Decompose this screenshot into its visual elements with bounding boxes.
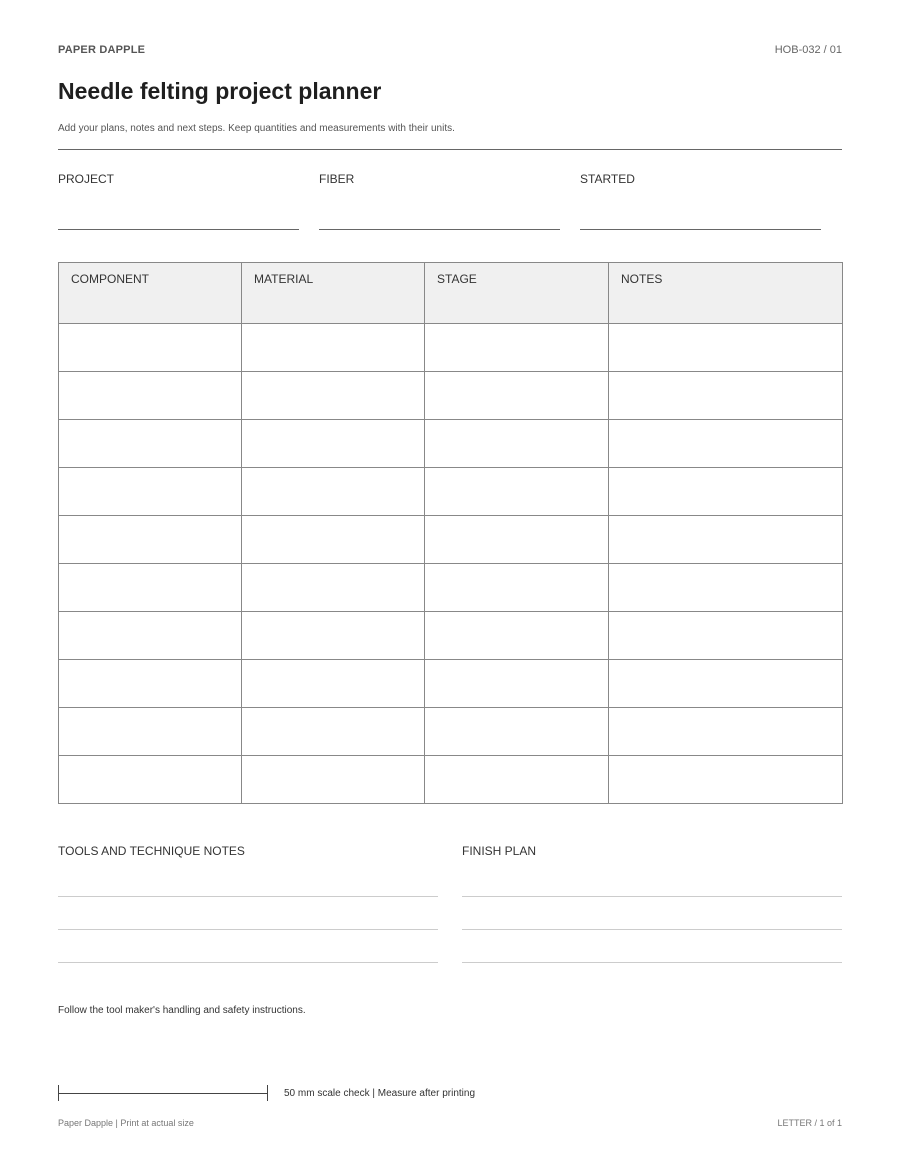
column-header-component: COMPONENT [59, 263, 242, 324]
notes-cell[interactable] [609, 372, 843, 420]
finish-plan-label: FINISH PLAN [462, 844, 537, 858]
started-write-line [580, 229, 821, 230]
stage-cell[interactable] [425, 756, 609, 804]
component-cell[interactable] [59, 708, 242, 756]
started-label: STARTED [580, 172, 635, 186]
notes-cell[interactable] [609, 708, 843, 756]
stage-cell[interactable] [425, 420, 609, 468]
document-id: HOB-032 / 01 [774, 44, 842, 56]
scale-check-text: 50 mm scale check | Measure after printing [284, 1088, 476, 1099]
safety-note: Follow the tool maker's handling and safety instructions. [58, 1005, 306, 1016]
component-cell[interactable] [59, 756, 242, 804]
project-field[interactable] [58, 172, 299, 230]
finish-plan-line[interactable] [462, 929, 842, 930]
material-cell[interactable] [242, 756, 425, 804]
stage-cell[interactable] [425, 516, 609, 564]
component-cell[interactable] [59, 564, 242, 612]
stage-cell[interactable] [425, 564, 609, 612]
component-cell[interactable] [59, 516, 242, 564]
notes-cell[interactable] [609, 756, 843, 804]
component-table [58, 262, 843, 804]
material-cell[interactable] [242, 324, 425, 372]
fiber-label: FIBER [319, 172, 355, 186]
scale-bar [58, 1084, 268, 1102]
project-label: PROJECT [58, 172, 115, 186]
finish-plan-section [462, 844, 842, 858]
table-row [59, 324, 843, 372]
material-cell[interactable] [242, 612, 425, 660]
component-cell[interactable] [59, 324, 242, 372]
notes-cell[interactable] [609, 420, 843, 468]
finish-plan-line[interactable] [462, 896, 842, 897]
material-cell[interactable] [242, 516, 425, 564]
component-cell[interactable] [59, 372, 242, 420]
table-row [59, 708, 843, 756]
table-row [59, 372, 843, 420]
notes-cell[interactable] [609, 468, 843, 516]
notes-cell[interactable] [609, 516, 843, 564]
table-row [59, 564, 843, 612]
material-cell[interactable] [242, 564, 425, 612]
fiber-write-line [319, 229, 560, 230]
stage-cell[interactable] [425, 324, 609, 372]
tools-notes-label: TOOLS AND TECHNIQUE NOTES [58, 844, 245, 858]
material-cell[interactable] [242, 372, 425, 420]
component-cell[interactable] [59, 420, 242, 468]
notes-cell[interactable] [609, 660, 843, 708]
component-cell[interactable] [59, 612, 242, 660]
material-cell[interactable] [242, 660, 425, 708]
column-header-material: MATERIAL [242, 263, 425, 324]
notes-cell[interactable] [609, 564, 843, 612]
table-row [59, 516, 843, 564]
fiber-field[interactable] [319, 172, 560, 230]
stage-cell[interactable] [425, 372, 609, 420]
scale-bar-tick-start [58, 1085, 59, 1101]
table-row [59, 468, 843, 516]
tools-notes-line[interactable] [58, 929, 438, 930]
header-divider [58, 149, 842, 150]
started-field[interactable] [580, 172, 821, 230]
material-cell[interactable] [242, 708, 425, 756]
notes-cell[interactable] [609, 612, 843, 660]
table-row [59, 756, 843, 804]
table-row [59, 660, 843, 708]
finish-plan-line[interactable] [462, 962, 842, 963]
scale-bar-tick-end [267, 1085, 268, 1101]
table-row [59, 612, 843, 660]
project-write-line [58, 229, 299, 230]
brand-name: PAPER DAPPLE [58, 44, 146, 56]
footer-right: LETTER / 1 of 1 [777, 1118, 842, 1128]
tools-notes-line[interactable] [58, 962, 438, 963]
stage-cell[interactable] [425, 708, 609, 756]
tools-notes-section [58, 844, 438, 858]
project-meta-fields [58, 172, 842, 232]
table-header-row [59, 263, 843, 324]
column-header-notes: NOTES [609, 263, 843, 324]
table-row [59, 420, 843, 468]
page-title: Needle felting project planner [58, 78, 382, 104]
footer-left: Paper Dapple | Print at actual size [58, 1118, 194, 1128]
tools-notes-line[interactable] [58, 896, 438, 897]
stage-cell[interactable] [425, 612, 609, 660]
material-cell[interactable] [242, 468, 425, 516]
notes-cell[interactable] [609, 324, 843, 372]
column-header-stage: STAGE [425, 263, 609, 324]
material-cell[interactable] [242, 420, 425, 468]
scale-bar-line [58, 1093, 268, 1094]
stage-cell[interactable] [425, 660, 609, 708]
page-subtitle: Add your plans, notes and next steps. Keep quantities and measurements with their units. [58, 123, 455, 134]
stage-cell[interactable] [425, 468, 609, 516]
component-cell[interactable] [59, 468, 242, 516]
component-cell[interactable] [59, 660, 242, 708]
